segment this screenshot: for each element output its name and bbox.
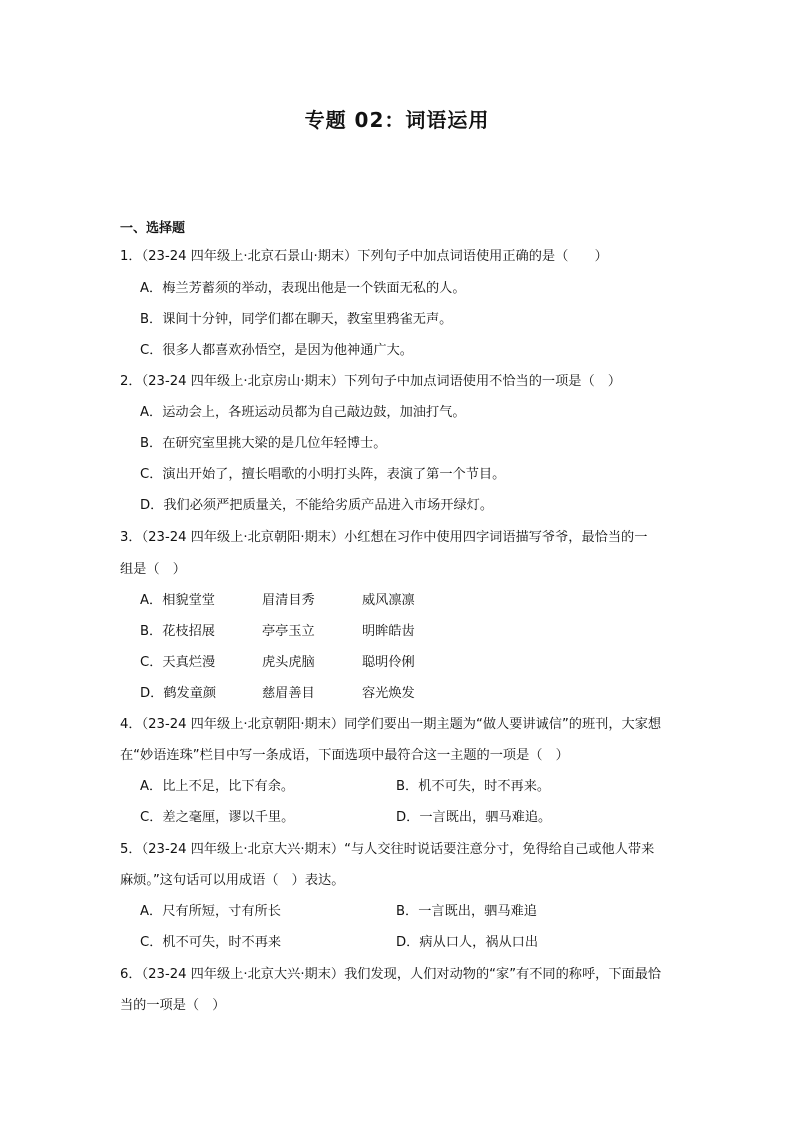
question-2-option-c: C．演出开始了，擅长唱歌的小明打头阵，表演了第一个节目。 bbox=[140, 467, 506, 482]
question-2-option-b: B．在研究室里挑大梁的是几位年轻博士。 bbox=[140, 436, 387, 451]
page-title: 专题 02：词语运用 bbox=[304, 108, 490, 132]
question-4-option-d: D．一言既出，驷马难追。 bbox=[396, 810, 552, 825]
question-4-option-a: A．比上不足，比下有余。 bbox=[140, 779, 295, 794]
question-1-option-a: A．梅兰芳蓄须的举动，表现出他是一个铁面无私的人。 bbox=[140, 281, 466, 296]
question-6-stem: 6．（23-24 四年级上·北京大兴·期末）我们发现，人们对动物的“家”有不同的称呼，下面最恰 bbox=[120, 967, 662, 982]
question-3-option-c-word-3: 聪明伶俐 bbox=[362, 655, 415, 670]
question-3-option-d-word-1: D．鹤发童颜 bbox=[140, 686, 217, 701]
question-3-option-a-word-1: A．相貌堂堂 bbox=[140, 593, 215, 608]
question-2-option-a: A．运动会上，各班运动员都为自己敲边鼓，加油打气。 bbox=[140, 405, 466, 420]
question-3-option-a-word-2: 眉清目秀 bbox=[262, 593, 315, 608]
question-4-stem-cont: 在“妙语连珠”栏目中写一条成语，下面选项中最符合这一主题的一项是（ ） bbox=[120, 748, 569, 763]
question-4-stem: 4．（23-24 四年级上·北京朝阳·期末）同学们要出一期主题为“做人要讲诚信”的班刊，大家想 bbox=[120, 717, 662, 732]
question-5-option-c: C．机不可失，时不再来 bbox=[140, 935, 282, 950]
question-3-option-a-word-3: 威风凛凛 bbox=[362, 593, 415, 608]
question-5-stem: 5．（23-24 四年级上·北京大兴·期末）“与人交往时说话要注意分寸，免得给自己或他人带来 bbox=[120, 842, 655, 857]
question-5-option-d: D．病从口人，祸从口出 bbox=[396, 935, 539, 950]
question-2-option-d: D．我们必须严把质量关，不能给劣质产品进入市场开绿灯。 bbox=[140, 498, 494, 513]
question-3-option-c-word-1: C．天真烂漫 bbox=[140, 655, 216, 670]
question-3-option-b-word-2: 亭亭玉立 bbox=[262, 624, 315, 639]
question-5-stem-cont: 麻烦。”这句话可以用成语（ ）表达。 bbox=[120, 873, 345, 888]
question-1-option-c: C．很多人都喜欢孙悟空，是因为他神通广大。 bbox=[140, 343, 413, 358]
section-heading: 一、选择题 bbox=[120, 221, 186, 236]
question-3-option-c-word-2: 虎头虎脑 bbox=[262, 655, 315, 670]
question-1-stem: 1．（23-24 四年级上·北京石景山·期末）下列句子中加点词语使用正确的是（ ） bbox=[120, 249, 608, 264]
question-4-option-b: B．机不可失，时不再来。 bbox=[396, 779, 551, 794]
question-3-option-d-word-3: 容光焕发 bbox=[362, 686, 415, 701]
question-3-stem-cont: 组是（ ） bbox=[120, 562, 186, 577]
question-3-option-b-word-1: B．花枝招展 bbox=[140, 624, 215, 639]
question-3-option-d-word-2: 慈眉善目 bbox=[262, 686, 315, 701]
question-5-option-a: A．尺有所短，寸有所长 bbox=[140, 904, 281, 919]
question-3-option-b-word-3: 明眸皓齿 bbox=[362, 624, 415, 639]
question-6-stem-cont: 当的一项是（ ） bbox=[120, 998, 226, 1013]
question-3-stem: 3．（23-24 四年级上·北京朝阳·期末）小红想在习作中使用四字词语描写爷爷，最恰当的一 bbox=[120, 530, 648, 545]
question-5-option-b: B．一言既出，驷马难追 bbox=[396, 904, 537, 919]
question-2-stem: 2．（23-24 四年级上·北京房山·期末）下列句子中加点词语使用不恰当的一项是（ ） bbox=[120, 374, 622, 389]
question-4-option-c: C．差之毫厘，谬以千里。 bbox=[140, 810, 295, 825]
question-1-option-b: B．课间十分钟，同学们都在聊天，教室里鸦雀无声。 bbox=[140, 312, 453, 327]
